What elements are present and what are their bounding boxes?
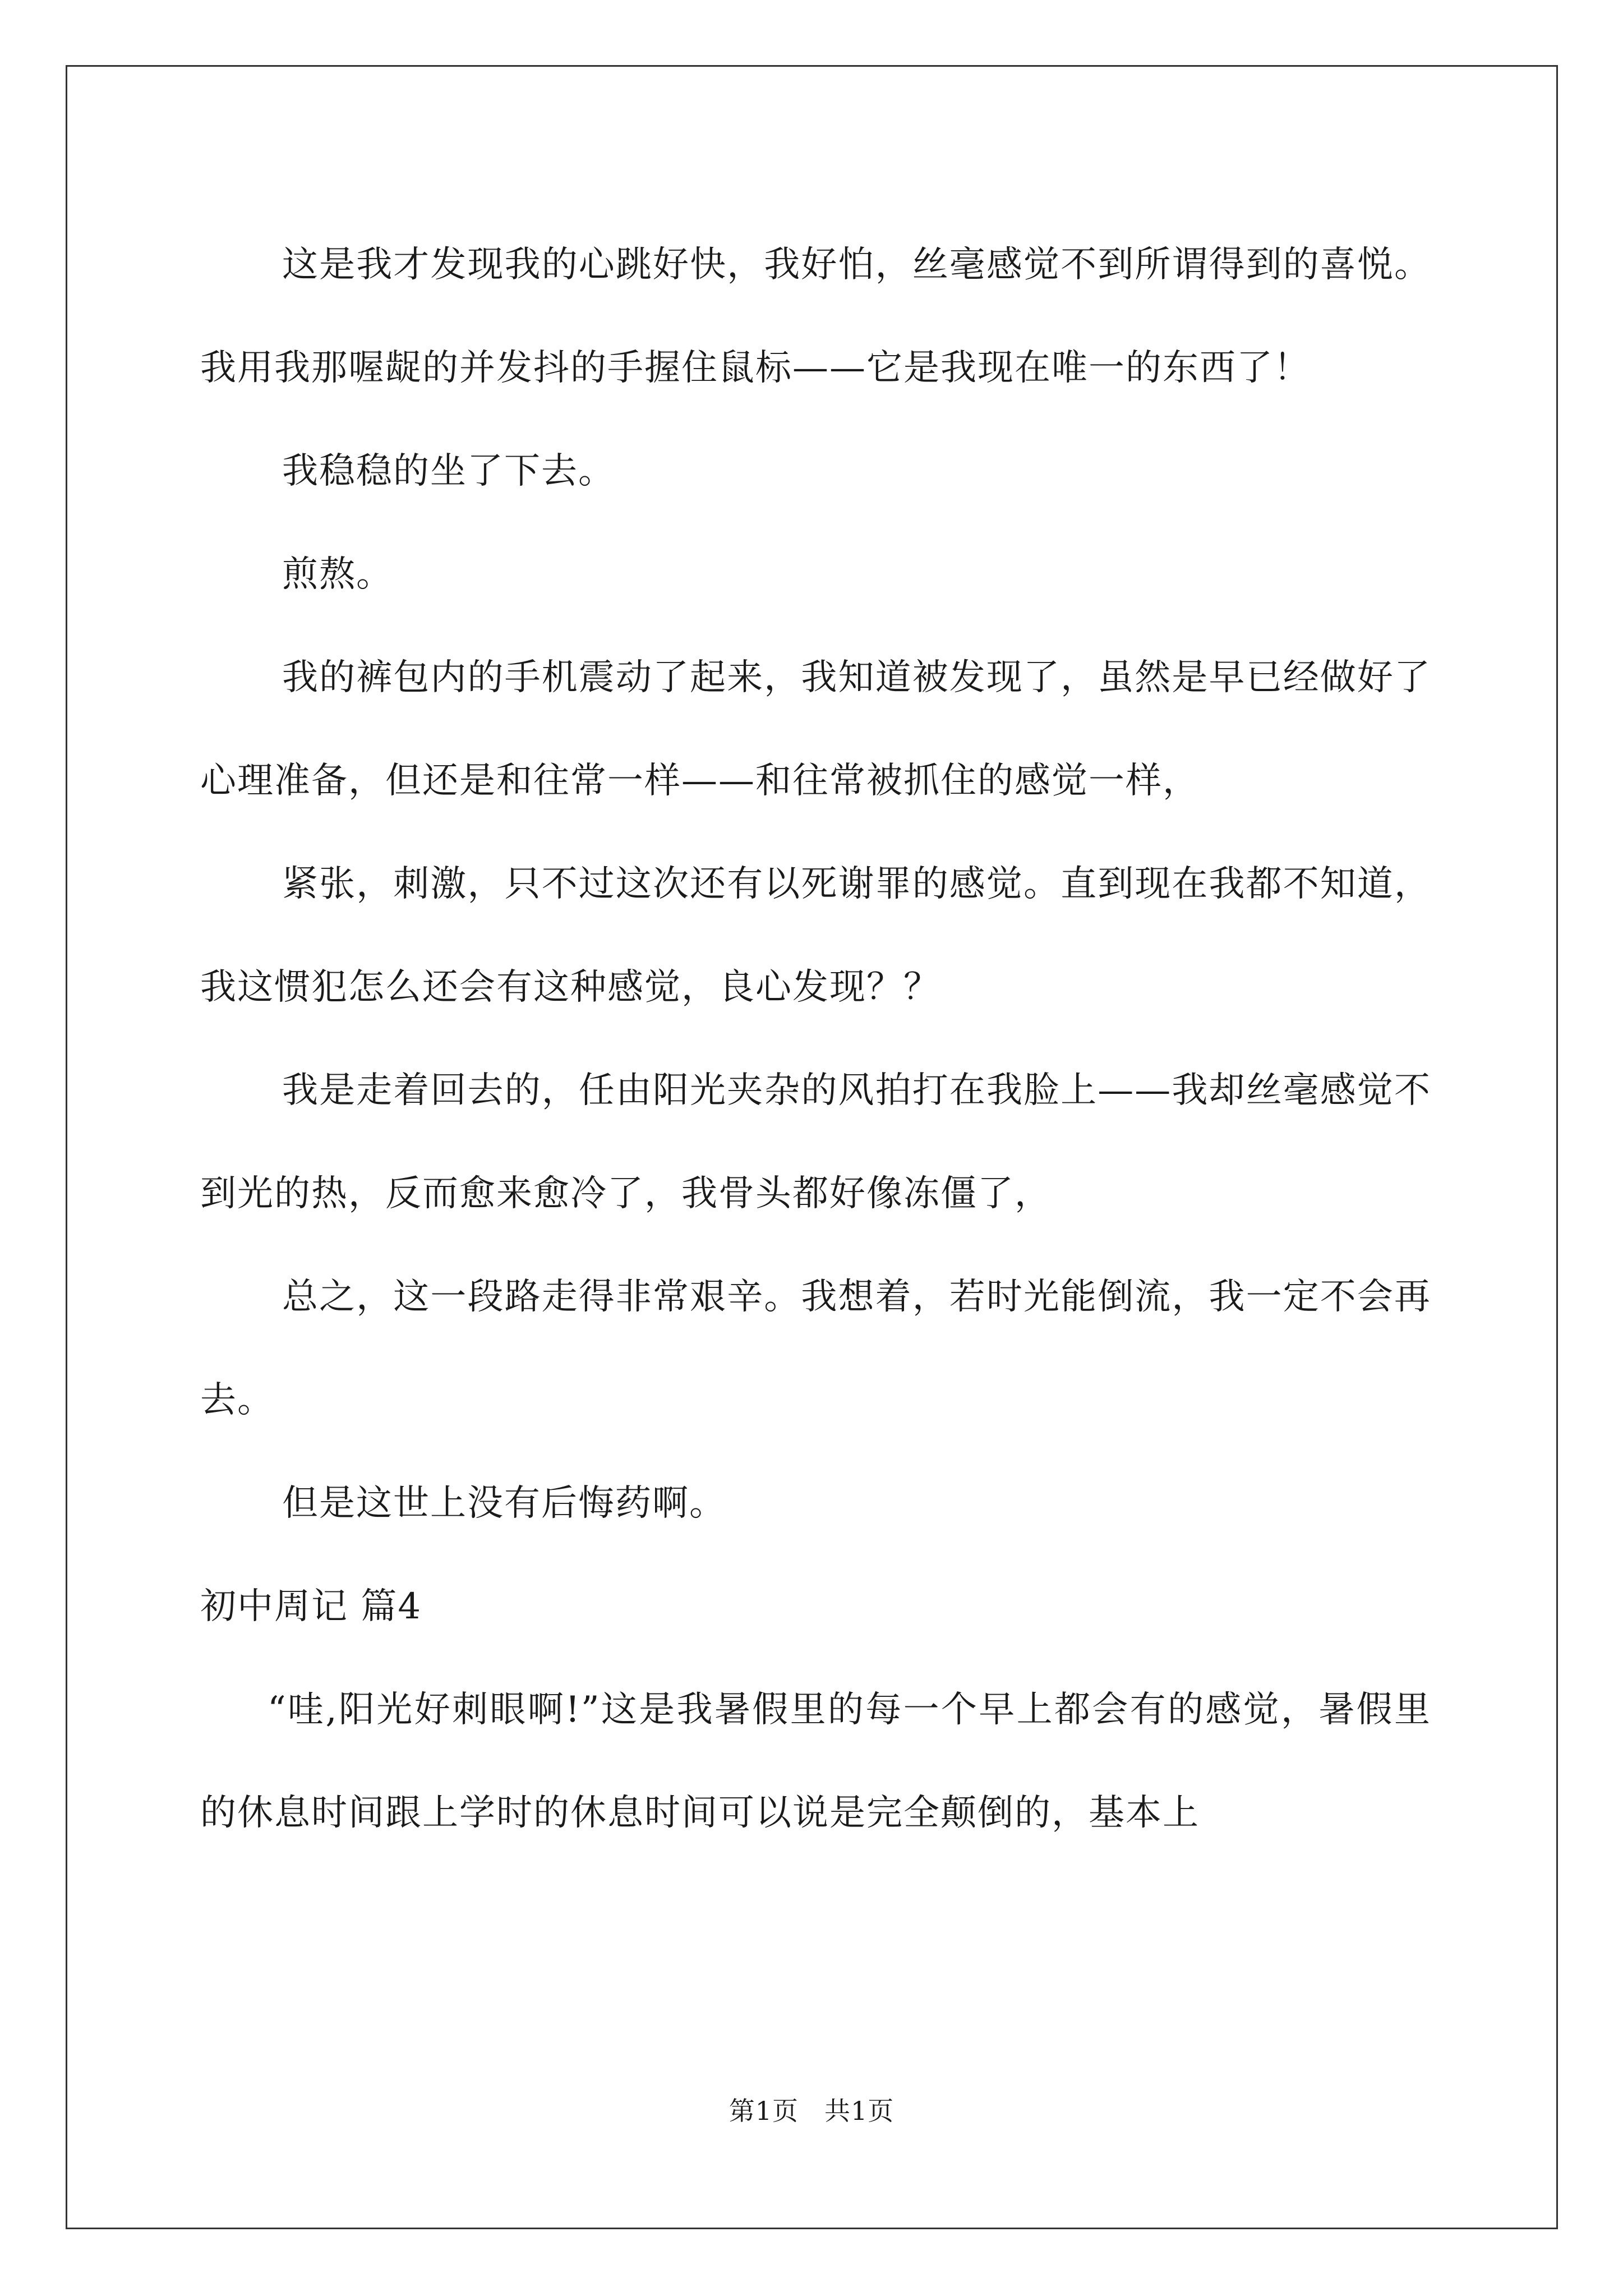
paragraph: 我的裤包内的手机震动了起来，我知道被发现了，虽然是早已经做好了心理准备，但还是和往常一样——和往常被抓住的感觉一样， (200, 657, 1431, 802)
paragraph: 我稳稳的坐了下去。 (282, 450, 615, 492)
page-number: 第1页 (728, 2096, 799, 2126)
section-heading: 初中周记 篇4 (200, 1586, 422, 1627)
paragraph: 煎熬。 (282, 554, 393, 595)
page-footer (0, 2095, 1623, 2127)
document-body (200, 213, 1431, 1865)
paragraph: 我是走着回去的，任由阳光夹杂的风拍打在我脸上——我却丝毫感觉不到光的热，反而愈来愈冷了，我骨头都好像冻僵了， (200, 1070, 1431, 1214)
paragraph: 但是这世上没有后悔药啊。 (282, 1483, 726, 1524)
paragraph: “哇,阳光好刺眼啊!”这是我暑假里的每一个早上都会有的感觉，暑假里的休息时间跟上学时的休息时间可以说是完全颠倒的，基本上 (200, 1689, 1431, 1834)
paragraph: 总之，这一段路走得非常艰辛。我想着，若时光能倒流，我一定不会再去。 (200, 1276, 1431, 1421)
paragraph: 紧张，刺激，只不过这次还有以死谢罪的感觉。直到现在我都不知道，我这惯犯怎么还会有这种感觉，良心发现？？ (200, 863, 1431, 1008)
page-total: 共1页 (824, 2096, 895, 2126)
paragraph: 这是我才发现我的心跳好快，我好怕，丝毫感觉不到所谓得到的喜悦。我用我那喔龊的并发抖的手握住鼠标——它是我现在唯一的东西了！ (200, 244, 1431, 389)
